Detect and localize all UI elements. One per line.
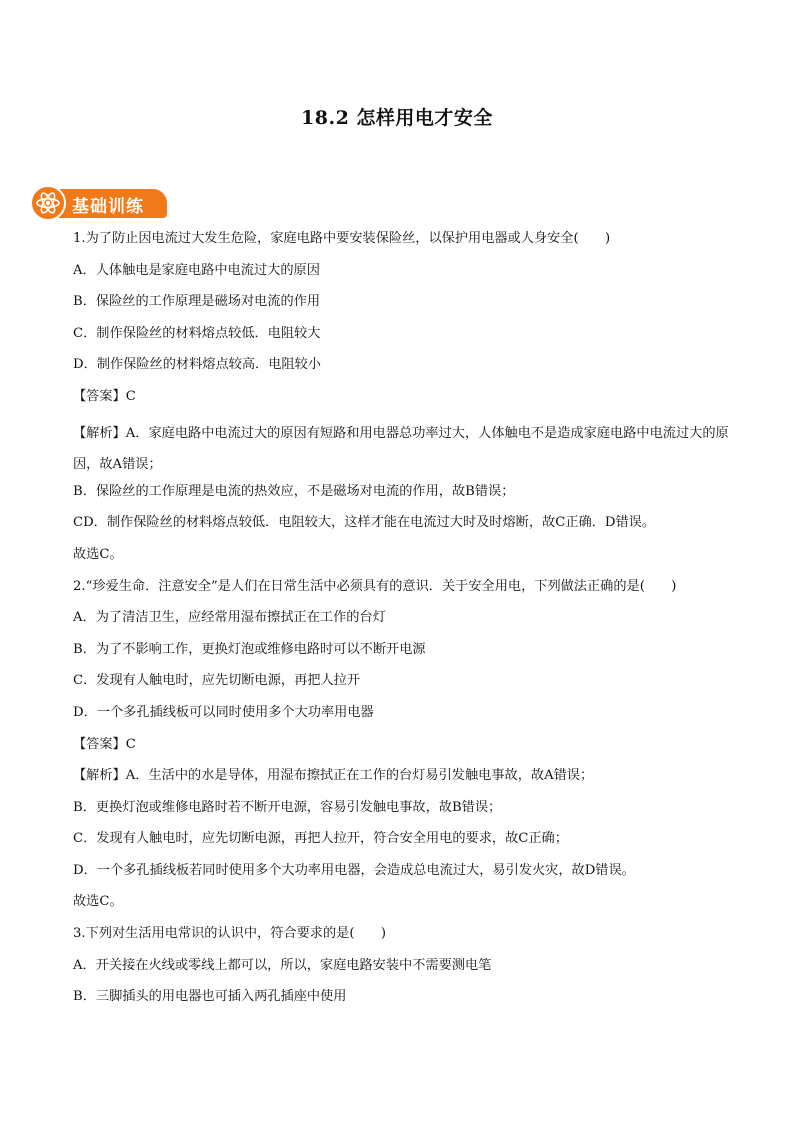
question-1-option-b: B．保险丝的工作原理是磁场对电流的作用: [73, 294, 321, 310]
question-1-stem: 1.为了防止因电流过大发生危险，家庭电路中要安装保险丝，以保护用电器或人身安全( ): [73, 231, 611, 246]
question-1-option-c: C．制作保险丝的材料熔点较低．电阻较大: [73, 325, 321, 341]
question-2-analysis-b: B．更换灯泡或维修电路时若不断开电源，容易引发触电事故，故B错误；: [73, 799, 502, 815]
page-title: 18.2 怎样用电才安全: [301, 107, 493, 129]
badge-circle: [30, 185, 66, 221]
question-1-analysis-b: B．保险丝的工作原理是电流的热效应，不是磁场对电流的作用，故B错误；: [73, 483, 515, 499]
question-3-option-b: B．三脚插头的用电器也可插入两孔插座中使用: [73, 989, 347, 1005]
question-1-analysis-a: 【解析】A．家庭电路中电流过大的原因有短路和用电器总功率过大，人体触电不是造成家庭电路中电流过大的原因，故A错误；: [73, 425, 729, 473]
question-2-option-a: A．为了清洁卫生，应经常用湿布擦拭正在工作的台灯: [73, 610, 386, 626]
section-label: 基础训练: [72, 197, 144, 217]
question-2-option-c: C．发现有人触电时，应先切断电源，再把人拉开: [73, 673, 361, 689]
question-1-analysis-cd: CD．制作保险丝的材料熔点较低．电阻较大，这样才能在电流过大时及时熔断，故C正确．D错误。: [73, 515, 656, 531]
section-badge: [30, 185, 170, 221]
question-2-option-d: D．一个多孔插线板可以同时使用多个大功率用电器: [73, 704, 374, 720]
question-1-option-a: A．人体触电是家庭电路中电流过大的原因: [73, 262, 320, 278]
question-3-stem: 3.下列对生活用电常识的认识中，符合要求的是( ): [73, 926, 386, 942]
question-list: [73, 228, 733, 1018]
question-2-analysis-c: C．发现有人触电时，应先切断电源，再把人拉开，符合安全用电的要求，故C正确；: [73, 831, 568, 847]
question-3-option-a: A．开关接在火线或零线上都可以，所以，家庭电路安装中不需要测电笔: [73, 957, 492, 973]
question-2-analysis-a: 【解析】A．生活中的水是导体，用湿布擦拭正在工作的台灯易引发触电事故，故A错误；: [73, 768, 594, 784]
question-2-answer: 【答案】C: [73, 736, 136, 752]
question-2-conclusion: 故选C。: [73, 894, 123, 910]
question-2-option-b: B．为了不影响工作，更换灯泡或维修电路时可以不断开电源: [73, 641, 426, 657]
question-1-answer: 【答案】C: [73, 388, 136, 404]
question-2-stem: 2.“珍爱生命．注意安全”是人们在日常生活中必须具有的意识．关于安全用电，下列做法正确的是( ): [73, 578, 677, 594]
question-2-analysis-d: D．一个多孔插线板若同时使用多个大功率用电器，会造成总电流过大，易引发火灾，故D错误。: [73, 862, 635, 878]
atom-icon: [35, 190, 61, 216]
question-1-option-d: D．制作保险丝的材料熔点较高．电阻较小: [73, 357, 321, 373]
question-1-conclusion: 故选C。: [73, 546, 123, 562]
